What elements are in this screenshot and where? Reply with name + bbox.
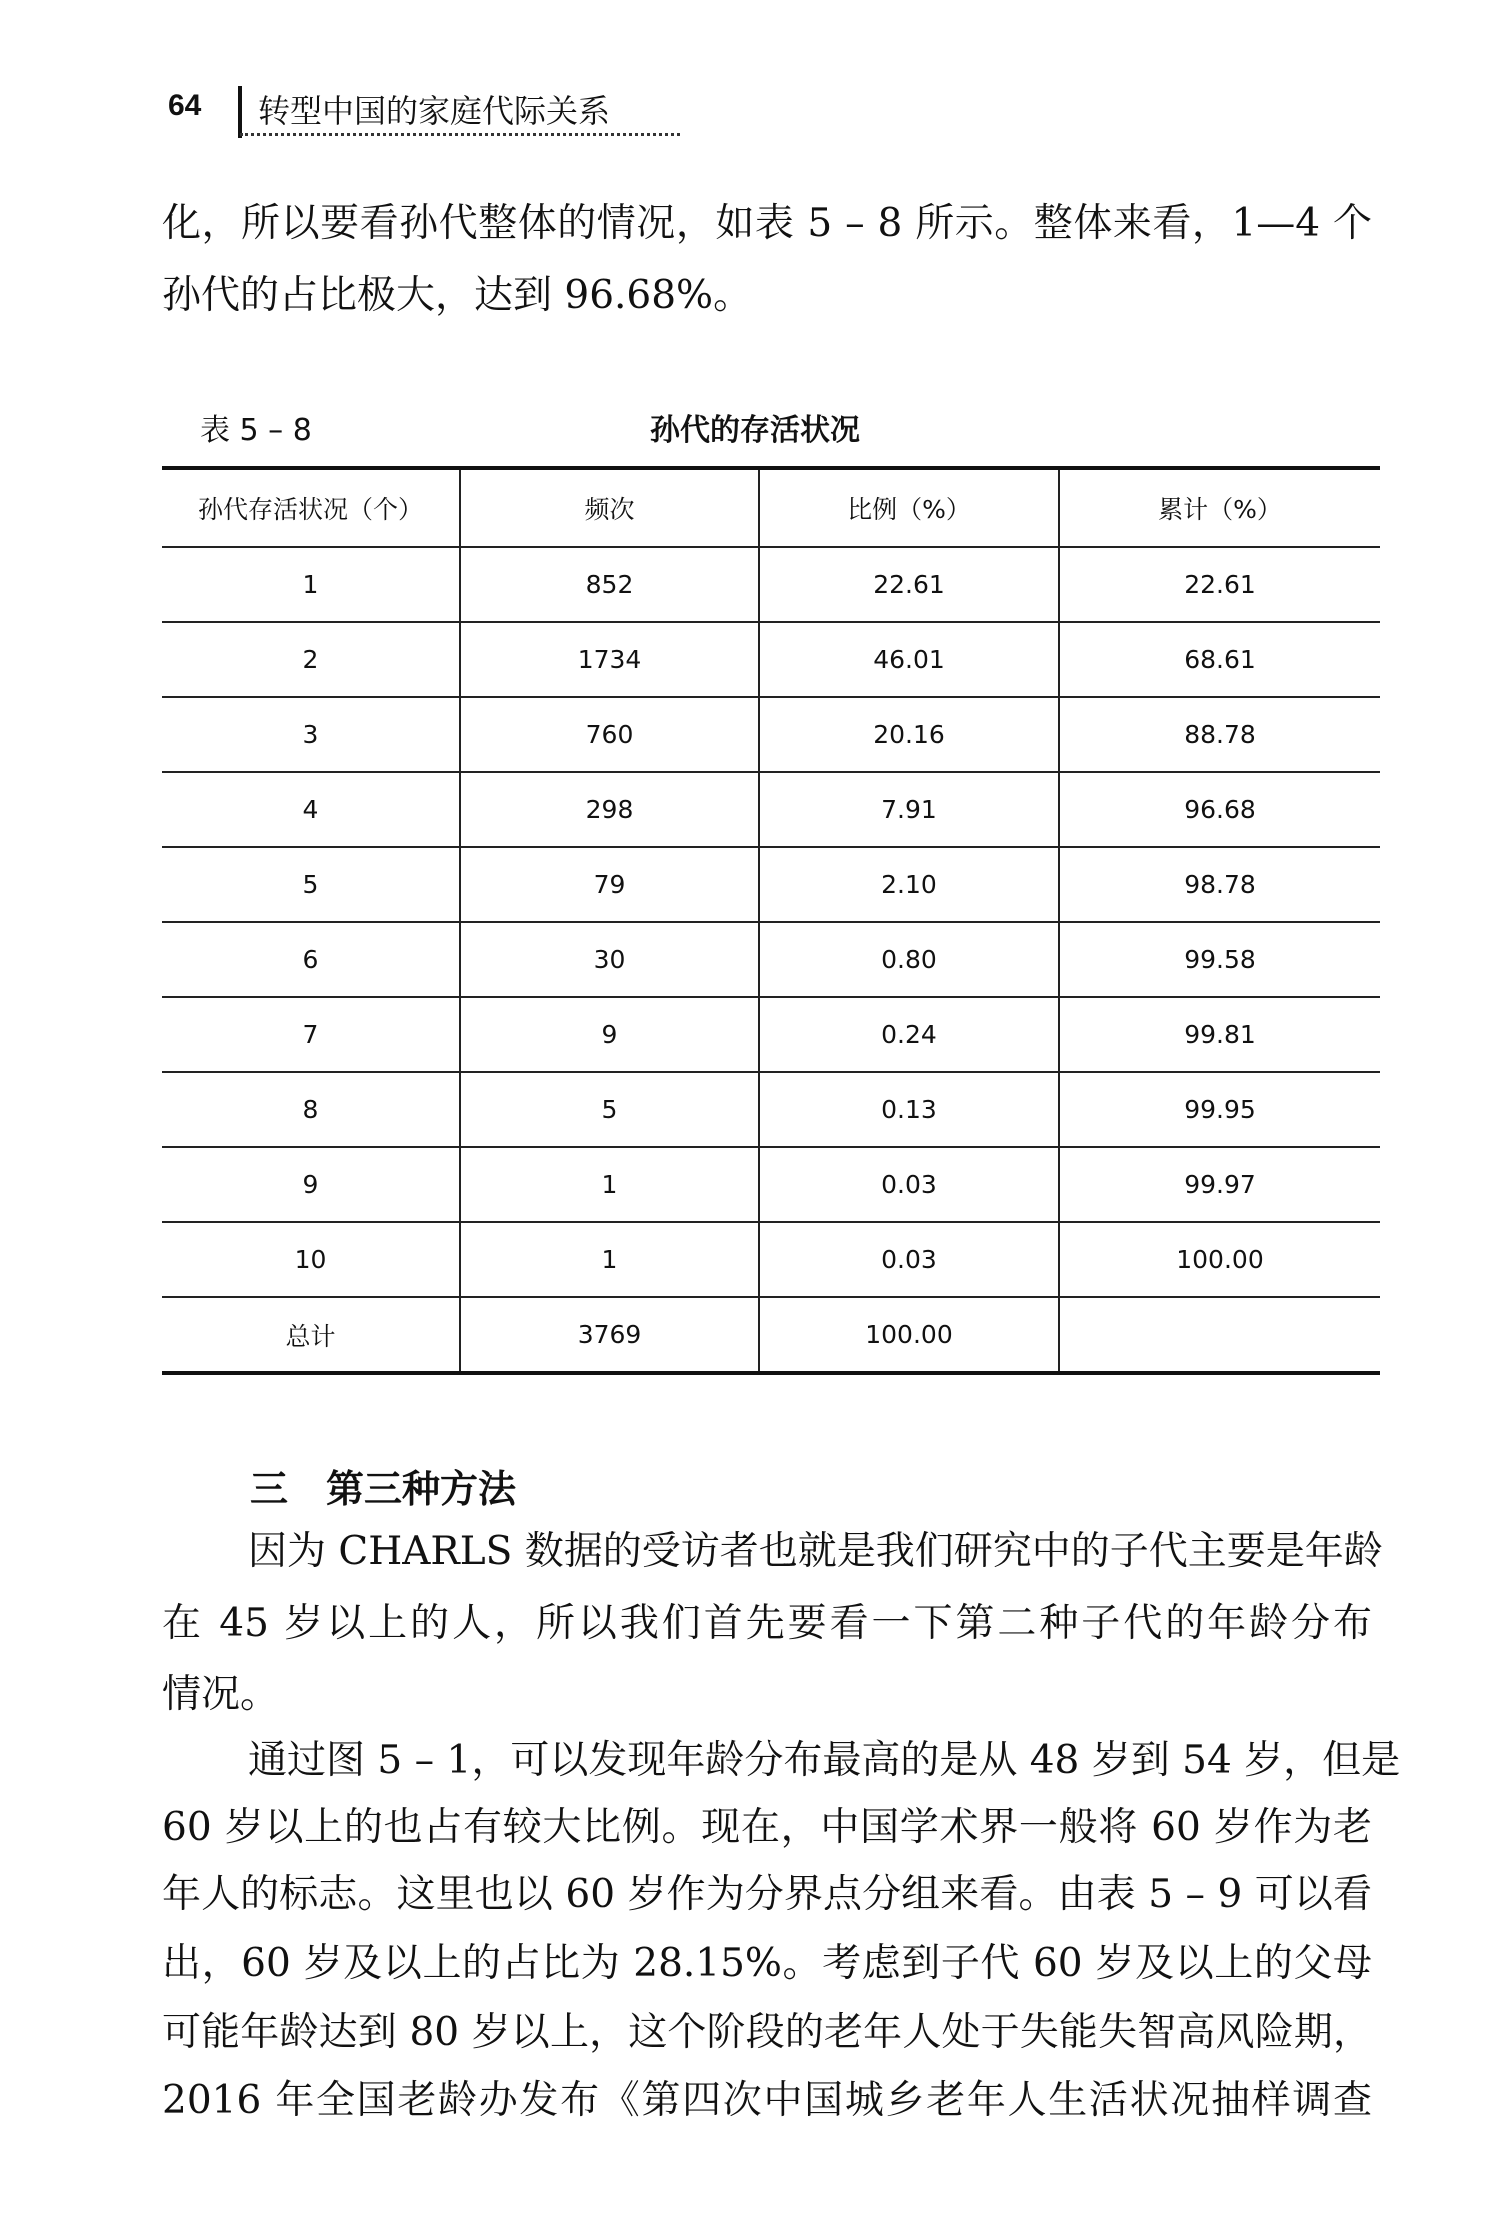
table-cell: 99.58 <box>1059 922 1380 997</box>
column-header: 频次 <box>460 468 759 547</box>
body-line: 出，60 岁及以上的占比为 28.15%。考虑到子代 60 岁及以上的父母 <box>162 1941 1372 1986</box>
table-row <box>162 1072 1380 1147</box>
table-row <box>162 697 1380 772</box>
table-cell: 9 <box>302 1170 319 1199</box>
table-cell: 10 <box>294 1245 327 1274</box>
table-cell: 99.97 <box>1059 1147 1380 1222</box>
table-cell: 3 <box>302 720 319 749</box>
table-row <box>162 1147 1380 1222</box>
table-row <box>162 622 1380 697</box>
body-line: 通过图 5 – 1，可以发现年龄分布最高的是从 48 岁到 54 岁，但是 <box>248 1738 1401 1783</box>
table-row <box>162 847 1380 922</box>
running-header <box>168 80 611 132</box>
table-cell: 2.10 <box>759 847 1059 922</box>
table-cell: 0.13 <box>759 1072 1059 1147</box>
table-row <box>162 1297 1380 1373</box>
table-cell: 22.61 <box>1059 547 1380 622</box>
table-cell: 1 <box>460 1222 759 1297</box>
table-title: 孙代的存活状况 <box>650 413 860 448</box>
table-cell: 0.80 <box>759 922 1059 997</box>
body-line: 2016 年全国老龄办发布《第四次中国城乡老年人生活状况抽样调查 <box>162 2078 1372 2123</box>
table-row <box>162 1222 1380 1297</box>
table-cell: 760 <box>460 697 759 772</box>
table-cell: 68.61 <box>1059 622 1380 697</box>
table-cell: 98.78 <box>1059 847 1380 922</box>
table-header-row <box>162 468 1380 547</box>
table-cell: 88.78 <box>1059 697 1380 772</box>
page-number: 64 <box>168 89 202 122</box>
table-cell: 100.00 <box>759 1297 1059 1373</box>
intro-line: 化，所以要看孙代整体的情况，如表 5 – 8 所示。整体来看，1—4 个 <box>162 201 1372 246</box>
book-title: 转型中国的家庭代际关系 <box>258 92 611 130</box>
body-line: 因为 CHARLS 数据的受访者也就是我们研究中的子代主要是年龄 <box>248 1529 1383 1574</box>
table-cell: 6 <box>302 945 319 974</box>
intro-line: 孙代的占比极大，达到 96.68%。 <box>162 273 753 318</box>
table-cell: 0.03 <box>759 1147 1059 1222</box>
table-cell: 1 <box>302 570 319 599</box>
column-header: 孙代存活状况（个） <box>162 468 460 547</box>
table-cell: 46.01 <box>759 622 1059 697</box>
body-line: 年人的标志。这里也以 60 岁作为分界点分组来看。由表 5 – 9 可以看 <box>162 1872 1372 1917</box>
data-table <box>162 466 1380 1375</box>
table-cell: 20.16 <box>759 697 1059 772</box>
table-cell: 100.00 <box>1059 1222 1380 1297</box>
table-cell: 852 <box>460 547 759 622</box>
table-cell: 总计 <box>285 1321 336 1351</box>
table-cell: 22.61 <box>759 547 1059 622</box>
table-cell: 99.81 <box>1059 997 1380 1072</box>
table-cell: 8 <box>302 1095 319 1124</box>
table-cell: 4 <box>302 795 319 824</box>
table-cell: 99.95 <box>1059 1072 1380 1147</box>
table-cell: 5 <box>302 870 319 899</box>
table-cell: 5 <box>460 1072 759 1147</box>
table-cell: 1 <box>460 1147 759 1222</box>
table-cell: 30 <box>460 922 759 997</box>
body-line: 情况。 <box>162 1672 280 1717</box>
table-cell <box>1059 1297 1380 1373</box>
section-heading: 三 第三种方法 <box>250 1467 517 1511</box>
body-line: 在 45 岁以上的人，所以我们首先要看一下第二种子代的年龄分布 <box>162 1601 1372 1646</box>
column-header: 累计（%） <box>1059 468 1380 547</box>
table-label: 表 5 – 8 <box>200 413 312 448</box>
header-rule <box>240 133 680 136</box>
table-cell: 96.68 <box>1059 772 1380 847</box>
table-cell: 1734 <box>460 622 759 697</box>
body-line: 可能年龄达到 80 岁以上，这个阶段的老年人处于失能失智高风险期， <box>162 2010 1372 2055</box>
table-cell: 0.24 <box>759 997 1059 1072</box>
header-divider <box>238 86 242 138</box>
table-cell: 2 <box>302 645 319 674</box>
body-line: 60 岁以上的也占有较大比例。现在，中国学术界一般将 60 岁作为老 <box>162 1805 1372 1850</box>
table-cell: 298 <box>460 772 759 847</box>
table-row <box>162 997 1380 1072</box>
column-header: 比例（%） <box>759 468 1059 547</box>
table-row <box>162 547 1380 622</box>
table-cell: 3769 <box>460 1297 759 1373</box>
table-row <box>162 922 1380 997</box>
table-cell: 7 <box>302 1020 319 1049</box>
table-cell: 7.91 <box>759 772 1059 847</box>
table-cell: 0.03 <box>759 1222 1059 1297</box>
table-row <box>162 772 1380 847</box>
table-cell: 79 <box>460 847 759 922</box>
table-cell: 9 <box>460 997 759 1072</box>
